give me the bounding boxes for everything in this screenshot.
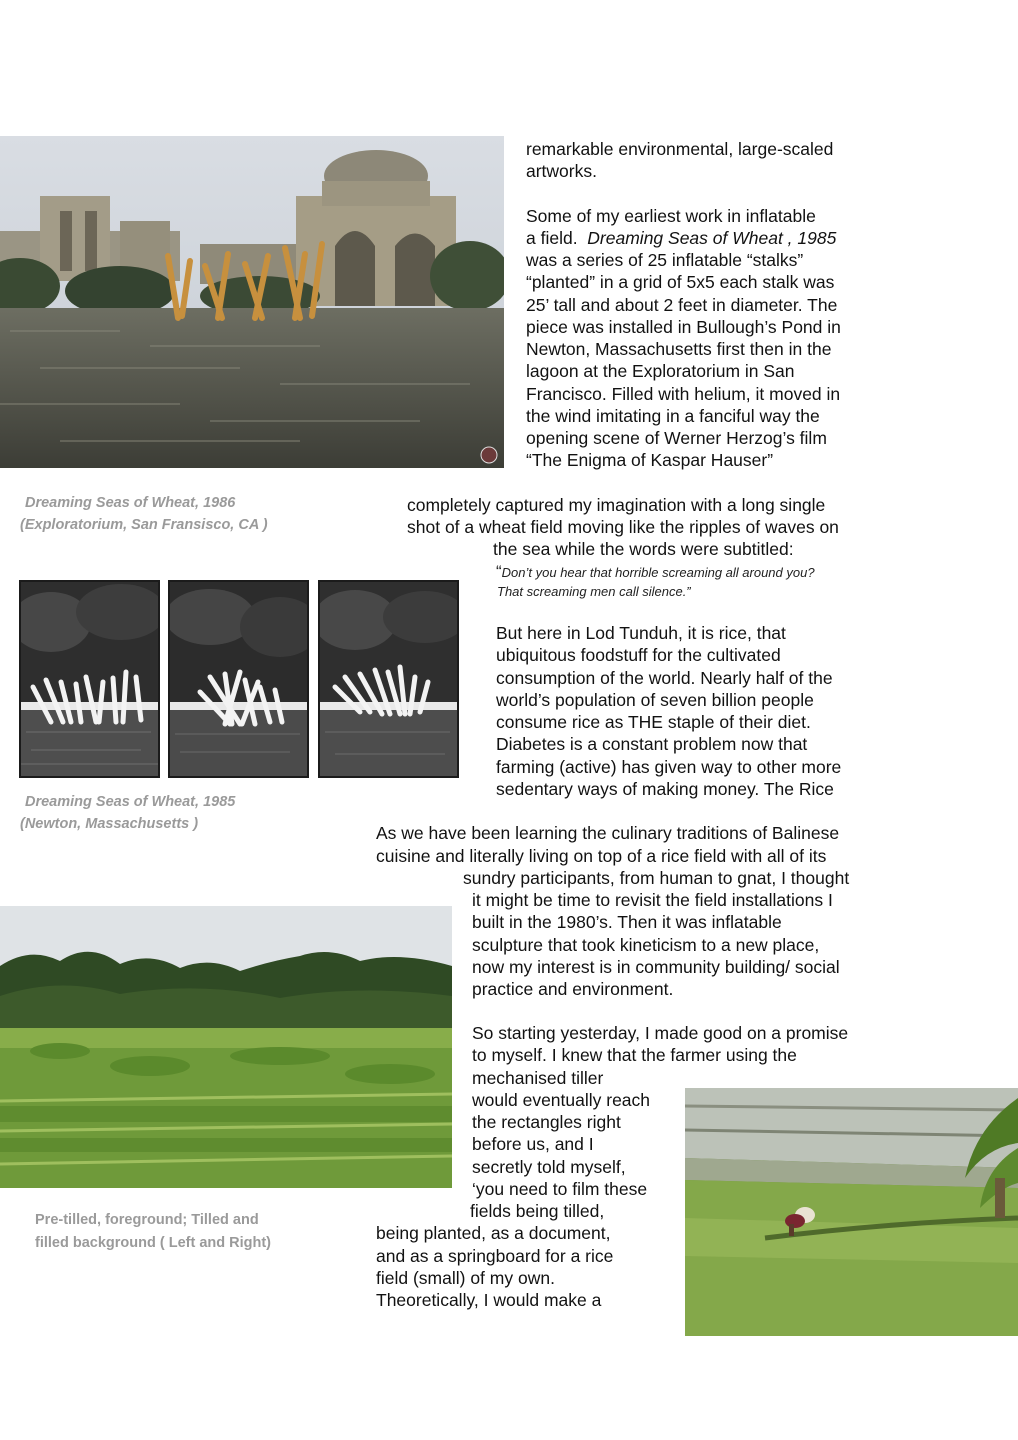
para1-line: 25’ tall and about 2 feet in diameter. The [526,295,838,315]
photo-newton-3 [318,580,459,778]
para3-line: it might be time to revisit the field installations I [472,890,833,910]
para2-line: ubiquitous foodstuff for the cultivated [496,645,781,665]
caption-rice-field-line-1: Pre-tilled, foreground; Tilled and [35,1212,259,1228]
para1-line: the wind imitating in a fanciful way the [526,406,820,426]
para3-line: cuisine and literally living on top of a rice field with all of its [376,846,827,866]
caption-exploratorium-place: (Exploratorium, San Fransisco, CA ) [20,517,268,533]
para1-line: “The Enigma of Kaspar Hauser” [526,450,774,470]
para4-line: ‘you need to film these [472,1179,648,1199]
para2-line: consumption of the world. Nearly half of the [496,668,833,688]
para4-line: mechanised tiller [472,1068,604,1088]
para3-line: built in the 1980’s. Then it was inflatable [472,912,782,932]
para1-line: piece was installed in Bullough’s Pond in [526,317,841,337]
para4-line: being planted, as a document, [376,1223,611,1243]
para2-line: farming (active) has given way to other more [496,757,842,777]
quote-text-1: Don’t you hear that horrible screaming all around you? [501,565,815,580]
para4-line: field (small) of my own. [376,1268,555,1288]
herzog-quote-line-2: That screaming men call silence.” [497,584,691,599]
para4-line: to myself. I knew that the farmer using the [472,1045,797,1065]
para2-line: Diabetes is a constant problem now that [496,734,808,754]
para4-line: secretly told myself, [472,1157,626,1177]
para1-field: a field. [526,228,578,248]
intro-line-2: artworks. [526,161,597,181]
work-title: Dreaming Seas of Wheat , 1985 [587,228,837,248]
para1-line: opening scene of Werner Herzog’s film [526,428,827,448]
para4-line: and as a springboard for a rice [376,1246,614,1266]
para2-line: world’s population of seven billion people [496,690,814,710]
para3-line: practice and environment. [472,979,674,999]
photo-newton-1 [19,580,160,778]
para1-line: Francisco. Filled with helium, it moved in [526,384,841,404]
herzog-quote-line-1 [496,562,815,583]
para1-line: “planted” in a grid of 5x5 each stalk was [526,272,835,292]
para3-line: As we have been learning the culinary traditions of Balinese [376,823,840,843]
para1-line: Newton, Massachusetts first then in the [526,339,832,359]
caption-newton-title: Dreaming Seas of Wheat, 1985 [25,794,236,810]
para1-line: Some of my earliest work in inflatable [526,206,816,226]
para3-line: sculpture that took kineticism to a new place, [472,935,820,955]
para4-line: before us, and I [472,1134,594,1154]
para2-line: But here in Lod Tunduh, it is rice, that [496,623,786,643]
photo-rice-field-left [0,906,452,1188]
para1-line: shot of a wheat field moving like the ripples of waves on [407,517,839,537]
para1-line: lagoon at the Exploratorium in San [526,361,795,381]
para4-line: So starting yesterday, I made good on a promise [472,1023,849,1043]
photo-newton-2 [168,580,309,778]
para1-line-with-title [526,227,836,249]
para1-line: completely captured my imagination with a long single [407,495,826,515]
caption-exploratorium-title: Dreaming Seas of Wheat, 1986 [25,495,236,511]
quote-mark: “ [496,562,502,581]
para4-line: fields being tilled, [470,1201,605,1221]
para2-line: sedentary ways of making money. The Rice [496,779,834,799]
photo-rice-field-right [685,1088,1018,1336]
para1-line: was a series of 25 inflatable “stalks” [526,250,804,270]
para2-line: consume rice as THE staple of their diet. [496,712,811,732]
para3-line: sundry participants, from human to gnat, I thought [463,868,850,888]
para3-line: now my interest is in community building/ social [472,957,840,977]
caption-rice-field-line-2: filled background ( Left and Right) [35,1235,272,1251]
para4-line: Theoretically, I would make a [376,1290,602,1310]
para4-line: the rectangles right [472,1112,621,1132]
para4-line: would eventually reach [472,1090,651,1110]
photo-exploratorium-lagoon [0,136,504,468]
para1-line: the sea while the words were subtitled: [493,539,794,559]
intro-line-1: remarkable environmental, large-scaled [526,139,834,159]
caption-newton-place: (Newton, Massachusetts ) [20,816,199,832]
